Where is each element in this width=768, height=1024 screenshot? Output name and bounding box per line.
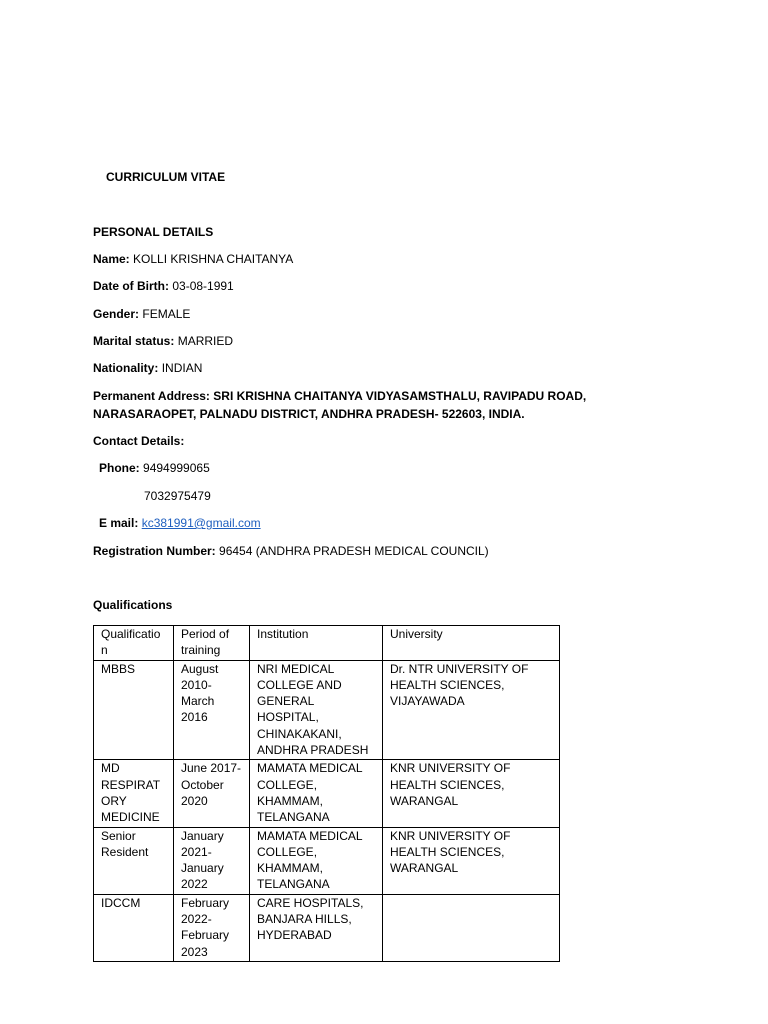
table-header-row (94, 626, 560, 661)
dob-label: Date of Birth: (93, 279, 169, 293)
table-cell: MAMATA MEDICAL COLLEGE, KHAMMAM, TELANGANA (250, 827, 383, 894)
name-row (93, 252, 293, 266)
table-cell: January 2021- January 2022 (174, 827, 250, 894)
table-row (94, 894, 560, 961)
gender-value: FEMALE (142, 307, 191, 321)
registration-label: Registration Number: (93, 544, 216, 558)
gender-label: Gender: (93, 307, 140, 321)
table-cell: MD RESPIRATORY MEDICINE (94, 760, 174, 827)
table-cell (383, 894, 560, 961)
phone-label: Phone: (99, 461, 140, 475)
table-row (94, 760, 560, 827)
nationality-value: INDIAN (161, 361, 203, 375)
nationality-label: Nationality: (93, 361, 159, 375)
email-label: E mail: (99, 516, 139, 530)
document-title: CURRICULUM VITAE (106, 170, 226, 184)
dob-value: 03-08-1991 (172, 279, 234, 293)
table-cell: MBBS (94, 660, 174, 760)
address-line-2: NARASARAOPET, PALNADU DISTRICT, ANDHRA PRADESH- 522603, INDIA. (93, 407, 525, 421)
contact-details-label: Contact Details: (93, 434, 185, 448)
table-cell: NRI MEDICAL COLLEGE AND GENERAL HOSPITAL, CHINAKAKANI, ANDHRA PRADESH (250, 660, 383, 760)
nationality-row (93, 361, 202, 375)
table-cell: Dr. NTR UNIVERSITY OF HEALTH SCIENCES, VIJAYAWADA (383, 660, 560, 760)
table-row (94, 660, 560, 760)
gender-row (93, 307, 190, 321)
table-cell: CARE HOSPITALS, BANJARA HILLS, HYDERABAD (250, 894, 383, 961)
header-cell: Period of training (174, 626, 250, 661)
name-label: Name: (93, 252, 130, 266)
email-row (99, 516, 261, 530)
address-row (93, 389, 586, 403)
personal-details-heading: PERSONAL DETAILS (93, 225, 214, 239)
table-cell: Senior Resident (94, 827, 174, 894)
phone-2: 7032975479 (144, 489, 211, 503)
header-cell: Qualification (94, 626, 174, 661)
marital-status-row (93, 334, 233, 348)
email-link[interactable]: kc381991@gmail.com (141, 516, 261, 530)
phone-row (99, 461, 210, 475)
registration-value: 96454 (ANDHRA PRADESH MEDICAL COUNCIL) (219, 544, 489, 558)
qualifications-table (93, 625, 560, 962)
table-cell: February 2022- February 2023 (174, 894, 250, 961)
header-cell: Institution (250, 626, 383, 661)
dob-row (93, 279, 234, 293)
qualifications-heading: Qualifications (93, 598, 173, 612)
marital-status-label: Marital status: (93, 334, 175, 348)
table-cell: IDCCM (94, 894, 174, 961)
table-cell: August 2010- March 2016 (174, 660, 250, 760)
table-cell: KNR UNIVERSITY OF HEALTH SCIENCES, WARANGAL (383, 827, 560, 894)
table-row (94, 827, 560, 894)
name-value: KOLLI KRISHNA CHAITANYA (133, 252, 294, 266)
address-line-1: SRI KRISHNA CHAITANYA VIDYASAMSTHALU, RAVIPADU ROAD, (213, 389, 587, 403)
phone-1: 9494999065 (143, 461, 210, 475)
header-cell: University (383, 626, 560, 661)
marital-status-value: MARRIED (177, 334, 234, 348)
registration-row (93, 544, 489, 558)
table-cell: MAMATA MEDICAL COLLEGE, KHAMMAM, TELANGANA (250, 760, 383, 827)
address-label: Permanent Address: (93, 389, 210, 403)
table-cell: KNR UNIVERSITY OF HEALTH SCIENCES, WARANGAL (383, 760, 560, 827)
table-cell: June 2017- October 2020 (174, 760, 250, 827)
